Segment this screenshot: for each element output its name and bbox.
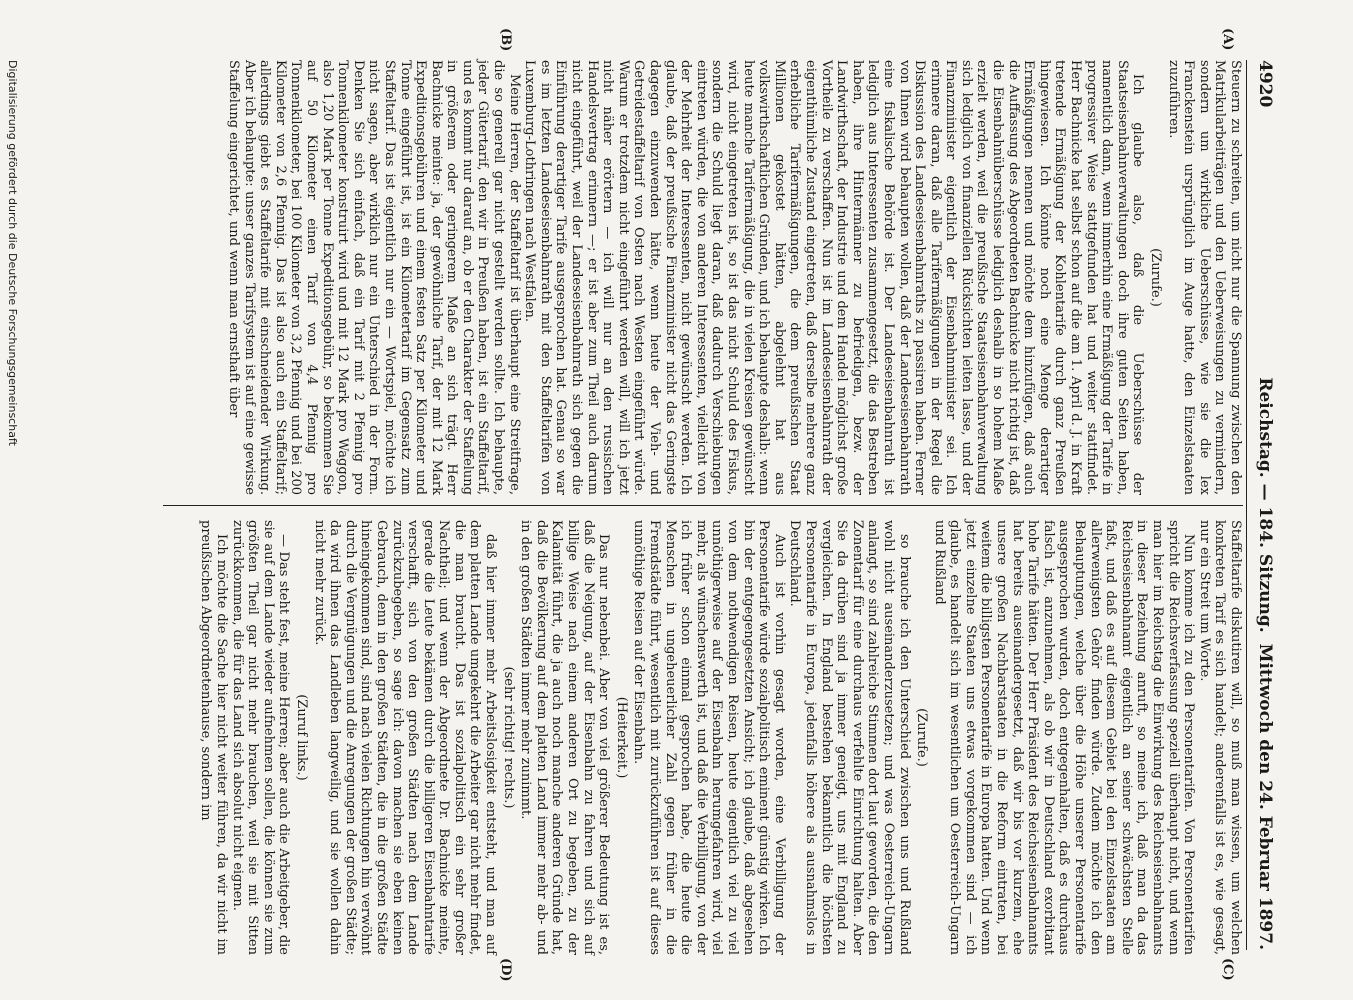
paragraph: Ich glaube also, daß die Ueberschüsse der Staatseisenbahnverwaltungen doch ihre guten Seiten haben, namentlich dann, wenn immerhin eine Ermäßigung der Tarife in progressiver Weise stattgefunden hat und weiter stattfindet. Herr Bachnicke hat selbst schon auf die am 1. April d. J. in Kraft tretende Ermäßigung der Kohlentarife durch ganz Preußen hingewiesen. Ich könnte noch eine Menge derartiger Ermäßigungen nennen und möchte dem hinzufügen, daß auch die Auffassung des Abgeordneten Bachnicke nicht richtig ist, daß die Eisenbahnüberschüsse lediglich deshalb in so hohem Maße erzielt werden, weil die preußische Staatseisenbahnverwaltung sich lediglich von finanziellen Rücksichten leiten lasse, und der Finanzminister eigentlich der Eisenbahnminister sei. Ich erinnere daran, daß alle Tarifermäßigungen in der Regel die Diskussion des Landeseisenbahnraths zu passiren haben. Ferner von Ihnen wird behaupten wollen, daß der Landeseisenbahnrath eine fiskalische Behörde ist. Der Landeseisenbahnrath ist lediglich aus Interessenten zusammengesetzt, die das Bestreben haben, ihre Hintermänner zu befriedigen, bezw. der Landwirthschaft, der Industrie und dem Handel möglichst große Vortheile zu verschaffen. Nun ist im Landeseisenbahnrath der eigenthümliche Zustand eingetreten, daß derselbe mehrere ganz erhebliche Tarifermäßigungen, die dem preußischen Staat Millionen gekostet hätten, abgelehnt hat aus volkswirthschaftlichen Gründen, und ich behaupte deshalb: wenn heute manche Tarifermäßigung, die in vielen Kreisen gewünscht wird, nicht eingetreten ist, so ist das nicht Schuld des Fiskus, sondern die Schuld liegt daran, daß dadurch Verschiebungen eintreten würden, die von anderen Interessenten, vielleicht von der Mehrheit der Interessenten, nicht gewünscht werden. Ich glaube, daß der preußische Finanzminister nicht das Geringste dagegen einzuwenden hätte, wenn heute der Vieh- und Getreidestaffeltarif von Osten nach Westen eingeführt würde. Warum er trotzdem nicht eingeführt werden will, will ich jetzt nicht näher erörtern — ich will nur an den russischen Handelsvertrag erinnern —; er ist aber zum Theil auch darum nicht eingeführt, weil der Landeseisenbahnrath sich gegen die Einführung derartiger Tarife ausgesprochen hat. Genau so war es im letzten Landeseisenbahnrath mit den Staffeltarifen von Luxemburg-Lothringen nach Westfalen.: [522, 60, 1146, 495]
paragraph: — Das steht fest, meine Herren; aber auch die Arbeitgeber, die sie auf dem Lande wieder aufnehmen sollen, die können sie zum größten Theil gar nicht mehr brauchen, weil sie mit Sitten zurückkommen, die für das Land sich absolut nicht eignen.: [229, 520, 292, 955]
header-rule: [1246, 60, 1247, 950]
margin-mark-b: (B): [498, 28, 513, 52]
margin-mark-c: (C): [1220, 958, 1235, 981]
paragraph: so brauche ich den Unterschied zwischen uns und Rußland wohl nicht auseinanderzusetzen; und was Oesterreich-Ungarn anlangt, so sind zahlreiche Stimmen dort laut geworden, die den Zonentarif für eine durchaus verfehlte Einrichtung halten. Aber Sie da drüben sind ja immer geneigt, uns mit England zu vergleichen. In England bestehen bekanntlich die höchsten Personentarife in Europa, jedenfalls höhere als ausnahmslos in Deutschland.: [787, 520, 912, 955]
margin-mark-d: (D): [498, 958, 513, 982]
interjection: (Zuruf links.): [293, 694, 309, 781]
interjection: (Zurufe.): [1148, 248, 1164, 307]
session-date: Mittwoch den 24. Februar 1897.: [1255, 643, 1275, 950]
right-column: [198, 520, 1243, 955]
page-header: [1251, 60, 1279, 950]
column-divider: [163, 505, 1243, 506]
left-column: [225, 60, 1243, 495]
paragraph: Staffeltarife diskutiren will, so muß man wissen, um welchen konkreten Tarif es sich handelt; anderenfalls ist es, wie gesagt, nur ein Streit um Worte.: [1196, 520, 1243, 955]
margin-mark-a: (A): [1220, 28, 1235, 51]
paragraph: Meine Herren, der Staffeltarif ist überhaupt eine Streitfrage, die so generell gar nicht gestellt werden sollte. Ich behaupte, jeder Gütertarif, den wir in Preußen haben, ist ein Staffeltarif, und es kommt nur darauf an, ob er den Charakter der Staffelung in größerem oder geringerem Maße an sich trägt. Herr Bachnicke meinte: ja, der gewöhnliche Tarif, der mit 12 Mark Expeditionsgebühren und einem festen Satz per Kilometer und Tonne eingeführt ist, ist ein Kilometertarif im Gegensatz zum Staffeltarif. Das ist eigentlich nur ein — Wortspiel, möchte ich nicht sagen, aber wirklich nur ein Unterschied in der Form. Denken Sie sich einfach, daß ein Tarif mit 2 Pfennig pro Tonnenkilometer konstruirt wird und mit 12 Mark pro Waggon, also 1,20 Mark per Tonne Expeditionsgebühr, so bekommen Sie auf 50 Kilometer einen Tarif von 4,4 Pfennig pro Tonnenkilometer, bei 100 Kilometer von 3,2 Pfennig und bei 200 Kilometer von 2,6 Pfennig. Das ist also auch ein Staffeltarif; allerdings giebt es Staffeltarife mit einschneidender Wirkung. Aber ich behaupte: unser ganzes Tarifsystem ist auf eine gewisse Staffelung eingerichtet, und wenn man ernsthaft über: [226, 60, 522, 495]
paragraph: Steuern zu schreiten, um nicht nur die Spannung zwischen den Matrikularbeiträgen und den Ueberweisungen zu vermindern, sondern um wirkliche Ueberschüsse, wie sie die lex Franckenstein ursprünglich im Auge hatte, den Einzelstaaten zuzuführen.: [1165, 60, 1243, 495]
paragraph: Nun komme ich zu den Personentarifen. Von Personentarifen spricht die Reichsverfassung speziell überhaupt nicht, und wenn man hier im Reichstag die Einwirkung des Reichseisenbahnamts in dieser Beziehung anruft, so meine ich, daß man da das Reichseisenbahnamt eigentlich an seiner schwächsten Stelle faßt, und daß es auf diesem Gebiet bei den Einzelstaaten am allerwenigsten Gehör finden würde. Zudem möchte ich den Behauptungen, welche über die Höhe unserer Personentarife ausgesprochen wurden, doch entgegenhalten, daß es durchaus falsch ist, anzunehmen, als ob wir in Deutschland exorbitant hohe Tarife hätten. Der Herr Präsident des Reichseisenbahnamts hat bereits auseinandergesetzt, daß wir bis vor kurzem, ehe unsere großen Nachbarstaaten in die Reform eintraten, bei weitem die billigsten Personentarife in Europa hatten. Und wenn jetzt einzelne Staaten uns etwas vorgekommen sind — ich glaube, es handelt sich im wesentlichen um Oesterreich-Ungarn und Rußland: [931, 520, 1197, 955]
running-title: Reichstag. — 184. Sitzung.: [1255, 377, 1275, 633]
paragraph: daß hier immer mehr Arbeitslosigkeit entsteht, und man auf dem platten Lande umgekehrt die Arbeiter gar nicht mehr findet, die man braucht. Das ist sozialpolitisch ein sehr großer Nachtheil; und wenn der Abgeordnete Dr. Bachnicke meinte, gerade die Leute bekämen durch die billigeren Eisenbahntarife verschafft, sich von den großen Städten nach dem Lande zurückzubegeben, so sage ich: davon machen sie eben keinen Gebrauch, denn in den großen Städten, die in die großen Städte hineingekommen sind, sind nach vielen Richtungen hin verwöhnt durch die Vergnügungen und die Anregungen der großen Städte; da wird ihnen das Landleben langweilig, und sie wollen dahin nicht mehr zurück.: [311, 520, 499, 955]
interjection: (Zurufe.): [914, 708, 930, 767]
digitization-credit: Digitalisierung gefördert durch die Deutsche Forschungsgemeinschaft: [6, 60, 19, 446]
paragraph: Das nur nebenbei. Aber von viel größerer Bedeutung ist es, daß die Neigung, auf der Eisenbahn zu fahren und sich auf billige Weise nach einem anderen Ort zu begeben, zu der Kalamität führt, die ja auch noch manche anderen Gründe hat, daß die Bevölkerung auf dem platten Land immer mehr ab- und in den großen Städten immer mehr zunimmt.: [518, 520, 612, 955]
paragraph: Ich möchte die Sache hier nicht weiter führen, da wir nicht im preußischen Abgeordnetenhause, sondern im: [198, 520, 229, 955]
interjection: (sehr richtig! rechts.): [500, 666, 516, 809]
interjection: (Heiterkeit.): [613, 696, 629, 779]
paragraph: Auch ist vorhin gesagt worden, eine Verbilligung der Personentarife würde sozialpolitisch eminent günstig wirken. Ich bin der entgegengesetzten Ansicht; ich glaube, daß abgesehen von dem nothwendigen Reisen, heute eigentlich viel zu viel unnöthigerweise auf der Eisenbahn herumgefahren wird, viel mehr, als wünschenswerth ist, und daß die Verbilligung, von der ich früher schon einmal gesprochen habe, die heute die Menschen in ungeheuerlicher Zahl gegen früher in die Fremdstädte führt, wesentlich mit zurückzuführen ist auf dieses unnöthige Reisen auf der Eisenbahn.: [631, 520, 787, 955]
page-number: 4920: [1255, 60, 1275, 108]
